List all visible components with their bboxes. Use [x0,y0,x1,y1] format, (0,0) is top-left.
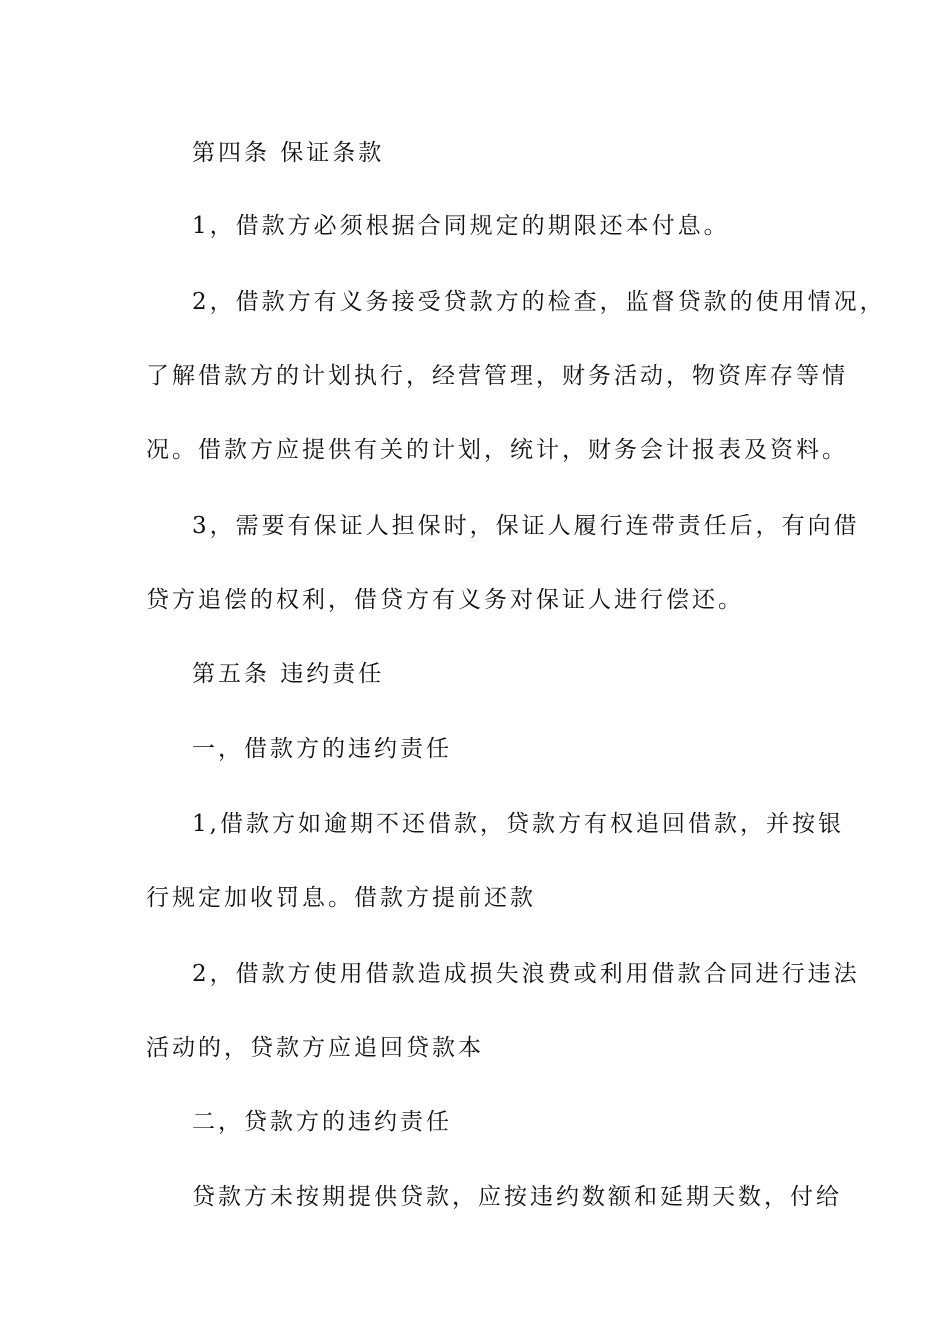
paragraph-line: 况。借款方应提供有关的计划，统计，财务会计报表及资料。 [146,437,848,463]
paragraph-line: 1,借款方如逾期不还借款，贷款方有权追回借款，并按银 [192,811,844,837]
paragraph-line: 贷方追偿的权利，借贷方有义务对保证人进行偿还。 [146,587,744,613]
paragraph-line: 1，借款方必须根据合同规定的期限还本付息。 [192,213,730,239]
paragraph-line: 贷款方未按期提供贷款，应按违约数额和延期天数，付给 [192,1184,842,1210]
paragraph-line: 2，借款方使用借款造成损失浪费或利用借款合同进行违法 [192,961,860,987]
paragraph-line: 活动的，贷款方应追回贷款本 [146,1035,484,1061]
subsection-heading: 一，借款方的违约责任 [192,736,452,762]
paragraph-line: 行规定加收罚息。借款方提前还款 [146,885,536,911]
paragraph-line: 2，借款方有义务接受贷款方的检查，监督贷款的使用情况， [192,289,886,315]
subsection-heading: 二，贷款方的违约责任 [192,1109,452,1135]
section-heading-4: 第四条 保证条款 [192,140,385,166]
section-heading-5: 第五条 违约责任 [192,661,385,687]
paragraph-line: 3，需要有保证人担保时，保证人履行连带责任后，有向借 [192,513,860,539]
paragraph-line: 了解借款方的计划执行，经营管理，财务活动，物资库存等情 [146,363,848,389]
